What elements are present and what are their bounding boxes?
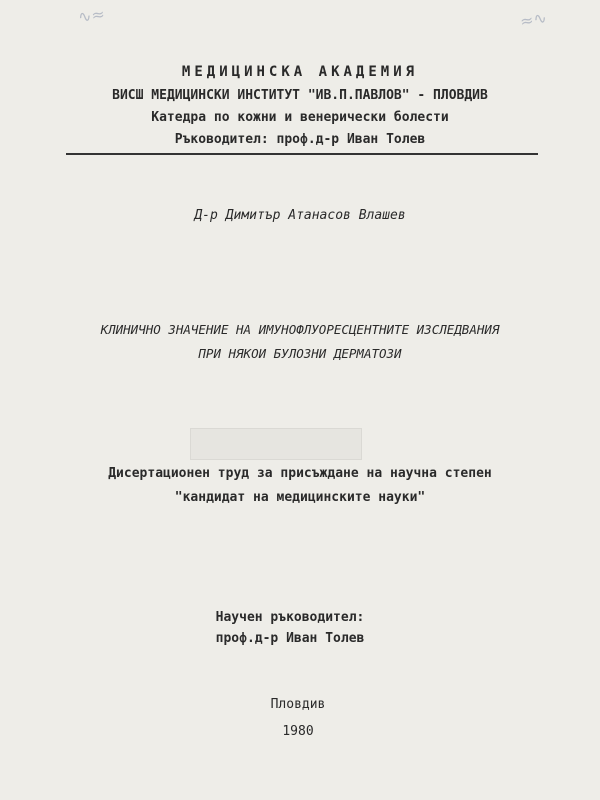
thesis-title-line-2: ПРИ НЯКОИ БУЛОЗНИ ДЕРМАТОЗИ — [198, 346, 402, 361]
author-name: Д-р Димитър Атанасов Влашев — [194, 208, 406, 223]
handwritten-mark-top-right: ≈∿ — [518, 7, 549, 32]
supervisor-label: Научен ръководител: — [215, 610, 365, 625]
handwritten-mark-top-left: ∿≈ — [76, 4, 107, 27]
academy-heading: МЕДИЦИНСКА АКАДЕМИЯ — [181, 64, 419, 80]
thesis-title-line-1: КЛИНИЧНО ЗНАЧЕНИЕ НА ИМУНОФЛУОРЕСЦЕНТНИТЕ ИЗСЛЕДВАНИЯ — [100, 322, 500, 337]
institute-heading: ВИСШ МЕДИЦИНСКИ ИНСТИТУТ "ИВ.П.ПАВЛОВ" - ПЛОВДИВ — [112, 88, 488, 103]
department-heading: Катедра по кожни и венерически болести — [151, 110, 449, 125]
department-head: Ръководител: проф.д-р Иван Толев — [174, 132, 426, 147]
bleed-through-block — [190, 428, 362, 460]
dissertation-line-2: "кандидат на медицинските науки" — [174, 490, 426, 505]
city: Пловдив — [270, 697, 326, 712]
header-divider — [66, 153, 538, 155]
year: 1980 — [282, 724, 314, 739]
supervisor-name: проф.д-р Иван Толев — [215, 631, 365, 646]
dissertation-line-1: Дисертационен труд за присъждане на научна степен — [108, 466, 492, 481]
